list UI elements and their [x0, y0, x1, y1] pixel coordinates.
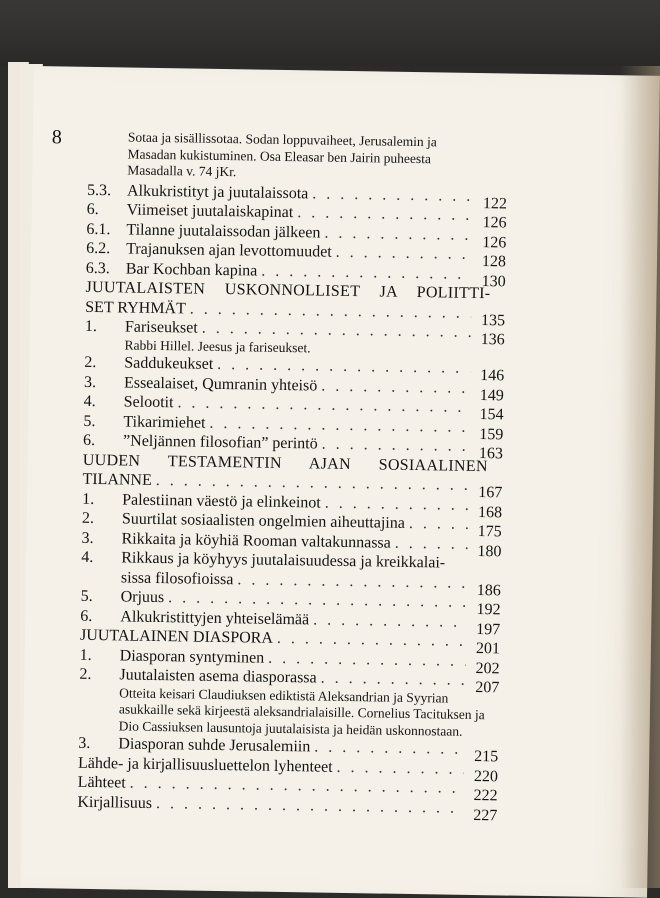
toc-entry-title-continued: sissa filosofioissa [120, 568, 234, 588]
toc-entry-page: 130 [481, 272, 506, 290]
toc-entry-title: Juutalaisten asema diasporassa [119, 666, 317, 687]
toc-entry-page: 122 [482, 194, 508, 212]
toc-entry-number: 3. [81, 529, 94, 547]
toc-entry-title: Rikkaus ja köyhyys juutalaisuudessa ja kreikkalai- [121, 549, 446, 572]
toc-entry-page: 197 [476, 620, 501, 638]
toc-entry-title: Suurtilat sosiaalisten ongelmien aiheuttajina [121, 510, 406, 532]
toc-entry-title: Diasporan suhde Jerusalemiin [118, 735, 311, 756]
toc-entry-title: Fariseukset [124, 318, 198, 337]
toc-entry-title: Lähde- ja kirjallisuusluettelon lyhenteet [77, 754, 333, 776]
toc-entry-page: 168 [477, 503, 503, 521]
toc-entry-number: 3. [83, 373, 97, 391]
toc-entry-number: 2. [84, 353, 97, 372]
toc-entry-number: 1. [79, 646, 92, 664]
intro-note: Sotaa ja sisällissotaa. Sodan loppuvaiheet, Jerusalemin ja Masadan kukistuminen. Osa Eleasar ben Jairin puheesta Masadalla v. 74 jKr. [127, 129, 437, 180]
leader-dots [325, 493, 469, 515]
toc-entry-title: Saddukeukset [124, 354, 214, 373]
toc-entry-title: Diasporan syntyminen [119, 646, 265, 667]
scan-background [0, 0, 660, 66]
leader-dots [261, 261, 472, 284]
toc-entry-number: 4. [83, 392, 96, 411]
section-heading: JUUTALAISTEN USKONNOLLISET JA POLIITTI- [85, 278, 491, 303]
toc-entry-number: 5. [83, 412, 96, 430]
leader-dots [336, 757, 464, 778]
toc-entry-title: Tilanne juutalaissodan jälkeen [126, 220, 321, 242]
toc-entry-page: 163 [478, 445, 504, 463]
toc-entry-page: 128 [481, 253, 507, 271]
toc-entry-title: Alkukristittyjen yhteiselämää [120, 607, 310, 628]
book-page [21, 66, 660, 898]
toc-entry-title: Rikkaita ja köyhiä Rooman valtakunnassa [121, 529, 391, 552]
leader-dots [156, 794, 464, 818]
section-heading-line2: SET RYHMÄT [85, 298, 186, 317]
toc-entry-title: Lähteet [77, 773, 126, 792]
leader-dots [312, 184, 473, 206]
toc-entry-page: 215 [474, 748, 499, 766]
toc-entry-title: Essealaiset, Qumranin yhteisö [123, 373, 318, 394]
toc-entry-number: 2. [79, 665, 92, 683]
toc-entry-page: 136 [480, 331, 505, 349]
toc-entry-number: 5.3. [86, 181, 112, 199]
toc-entry-number: 6.2. [86, 239, 111, 258]
leader-dots [313, 610, 466, 632]
toc-entry-number: 4. [81, 548, 94, 566]
section-heading: UUDEN TESTAMENTIN AJAN SOSIAALINEN [82, 451, 488, 475]
toc-entry-page: 192 [476, 601, 501, 619]
toc-entry-number: 3. [78, 734, 91, 752]
toc-entry-note: Rabbi Hillel. Jeesus ja fariseukset. [124, 336, 311, 355]
section-heading-line2: TILANNE [82, 470, 152, 489]
toc-entry-number: 6. [82, 431, 96, 450]
toc-entry-number: 6. [86, 200, 99, 219]
toc-entry-title: Palestiinan väestö ja elinkeinot [122, 490, 321, 512]
leader-dots [336, 243, 473, 265]
toc-entry-note: Otteita keisari Claudiuksen ediktistä Aleksandrian ja Syyrian asukkaille sekä kirjeestä aleksandrialaisille. Cornelius Tacituksen ja Dio Cassiuksen lausuntoja juutalaisista ja heidän uskonnostaan. [118, 684, 485, 739]
toc-entry-title: Tikarimiehet [123, 412, 206, 432]
toc-entry-number: 1. [82, 490, 95, 508]
toc-entry-number: 6. [80, 607, 93, 625]
toc-entry-title: Viimeiset juutalaiskapinat [126, 201, 294, 222]
section-page: 201 [475, 640, 501, 658]
leader-dots [322, 435, 470, 457]
leader-dots [409, 514, 468, 534]
toc-entry-number: 5. [80, 587, 93, 605]
section-page: 135 [480, 311, 506, 329]
book-gutter-shadow [620, 66, 660, 888]
leader-dots [321, 376, 470, 398]
toc-entry-title: Selootit [123, 393, 174, 412]
toc-entry-page: 126 [482, 233, 507, 251]
toc-entry-page: 126 [482, 214, 507, 232]
toc-entry-page: 207 [475, 679, 500, 697]
section-heading-title: JUUTALAINEN DIASPORA [79, 626, 274, 647]
leader-dots [321, 669, 466, 691]
toc-entry-page: 180 [477, 542, 502, 560]
table-of-contents [77, 129, 508, 824]
toc-entry-title: Alkukristityt ja juutalaissota [126, 181, 309, 202]
toc-entry-number: 1. [84, 317, 98, 336]
leader-dots [314, 737, 464, 759]
toc-entry-page: 154 [479, 406, 504, 424]
toc-entry-number: 6.3. [85, 259, 110, 277]
toc-entry-page: 202 [475, 659, 500, 677]
toc-entry-title: ”Neljännen filosofian” perintö [122, 432, 318, 453]
toc-entry-page: 149 [479, 386, 505, 404]
leader-dots [297, 203, 473, 225]
toc-entry-title: Kirjallisuus [77, 793, 153, 812]
toc-entry-number: 6.1. [86, 220, 111, 238]
toc-entry-page: 220 [473, 767, 499, 785]
toc-entry-title: Orjuus [120, 588, 165, 607]
toc-entry-title: Bar Kochban kapina [125, 259, 258, 280]
page-number: 8 [51, 126, 63, 149]
toc-entry-page: 159 [479, 425, 504, 443]
toc-entry-page: 146 [480, 367, 505, 385]
toc-entry-page: 186 [476, 581, 501, 599]
toc-entry-page: 175 [477, 523, 502, 541]
leader-dots [324, 223, 472, 245]
toc-entry-page: 222 [473, 786, 498, 805]
toc-entry-title: Trajanuksen ajan levottomuudet [126, 240, 332, 261]
toc-entry-page: 227 [473, 806, 498, 824]
section-page: 167 [478, 484, 503, 502]
leader-dots [395, 533, 468, 554]
toc-entry-number: 2. [81, 509, 95, 527]
